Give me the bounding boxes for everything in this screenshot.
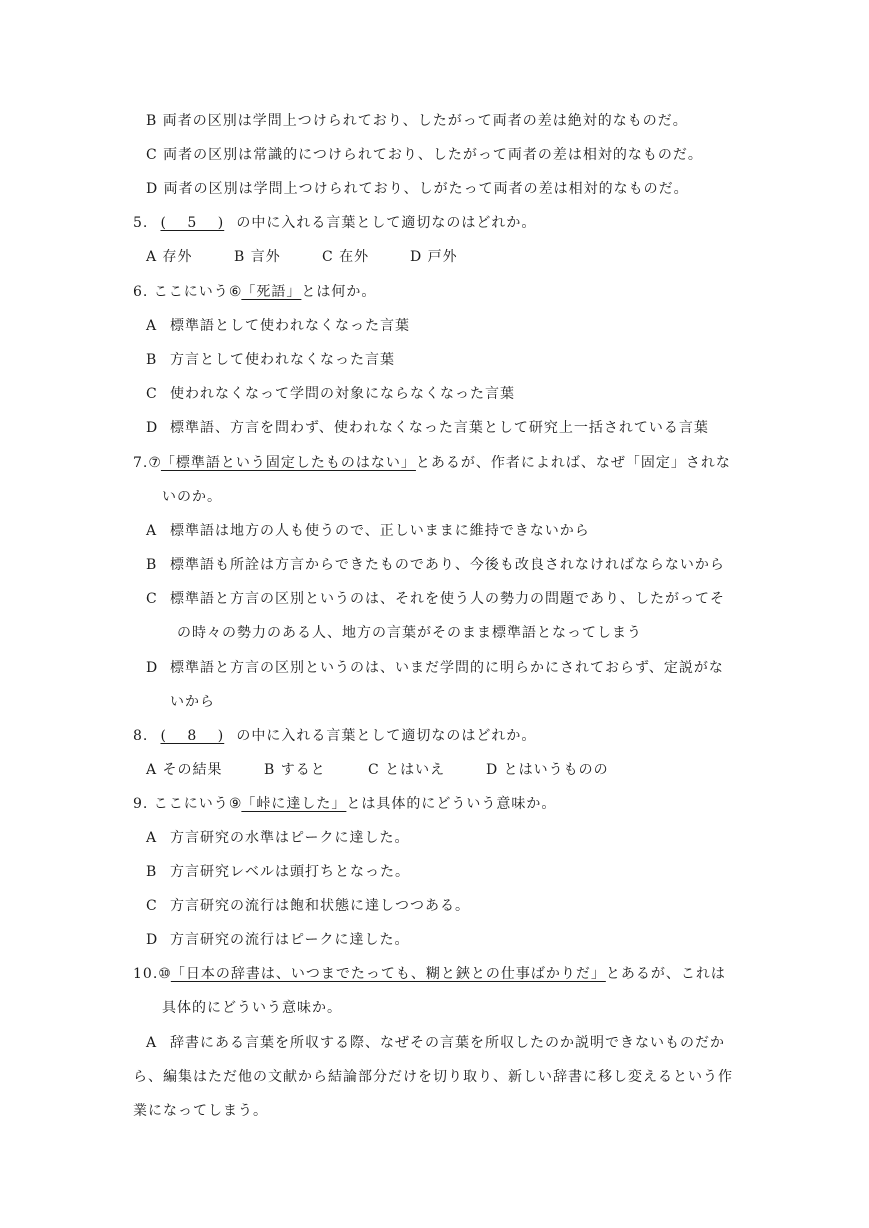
q6-option-a: A 標準語として使われなくなった言葉: [146, 318, 410, 334]
q7-option-c-cont: の時々の勢力のある人、地方の言葉がそのまま標準語となってしまう: [177, 625, 642, 641]
q8-option-d: D とはいうものの: [486, 762, 609, 778]
q8-options: [146, 760, 609, 780]
q4-option-d: D 両者の区別は学問上つけられており、しがたって両者の差は相対的なものだ。: [146, 181, 689, 197]
q8-question: [133, 726, 536, 746]
q7-prefix: 7.: [133, 455, 149, 471]
q5-option-d: D 戸外: [410, 249, 458, 265]
q4-option-c: C 両者の区別は常識的につけられており、したがって両者の差は相対的なものだ。: [146, 147, 703, 163]
q7-option-c: C 標準語と方言の区別というのは、それを使う人の勢力の問題であり、したがってそ: [146, 591, 725, 607]
q7-circled-number: ⑦: [148, 455, 161, 471]
q10-quote: 「日本の辞書は、いつまでたっても、糊と鋏との仕事ばかりだ」: [170, 966, 606, 982]
q7-option-d-cont: いから: [170, 694, 215, 710]
q9-option-b: B 方言研究レベルは頭打ちとなった。: [146, 864, 410, 880]
q10-question-cont: 具体的にどういう意味か。: [162, 1000, 342, 1016]
q7-question-cont: いのか。: [162, 489, 222, 505]
q6-option-c: C 使われなくなって学問の対象にならなくなった言葉: [146, 386, 515, 402]
q10-circled-number: ⑩: [158, 966, 171, 982]
q7-quote: 「標準語という固定したものはない」: [160, 455, 416, 471]
q6-prefix: 6. ここにいう: [133, 284, 229, 300]
q7-option-b: B 標準語も所詮は方言からできたものであり、今後も改良されなければならないから: [146, 557, 725, 573]
q9-option-c: C 方言研究の流行は飽和状態に達しつつある。: [146, 898, 470, 914]
q6-circled-number: ⑥: [228, 284, 242, 300]
q5-text: の中に入れる言葉として適切なのはどれか。: [236, 215, 537, 231]
q8-option-c: C とはいえ: [368, 762, 446, 778]
q9-circled-number: ⑨: [228, 796, 242, 812]
q6-option-d: D 標準語、方言を問わず、使われなくなった言葉として研究上一括されている言葉: [146, 420, 709, 436]
q7-option-a: A 標準語は地方の人も使うので、正しいままに維持できないから: [146, 523, 590, 539]
q10-text: とあるが、これは: [605, 966, 726, 982]
q9-question: [133, 794, 556, 814]
q4-option-b: B 両者の区別は学問上つけられており、したがって両者の差は絶対的なものだ。: [146, 113, 688, 129]
q6-quote: 「死語」: [241, 284, 302, 300]
q9-prefix: 9. ここにいう: [133, 796, 229, 812]
q8-option-a: A その結果: [146, 762, 223, 778]
q8-text: の中に入れる言葉として適切なのはどれか。: [236, 728, 537, 744]
q9-text: とは具体的にどういう意味か。: [346, 796, 557, 812]
q10-option-a-line2: ら、編集はただ他の文献から結論部分だけを切り取り、新しい辞書に移し変えるという作: [133, 1069, 733, 1085]
q5-option-b: B 言外: [234, 249, 281, 265]
q6-question: [133, 282, 376, 302]
q6-option-b: B 方言として使われなくなった言葉: [146, 352, 395, 368]
q7-text: とあるが、作者によれば、なぜ「固定」されな: [415, 455, 731, 471]
q7-option-d: D 標準語と方言の区別というのは、いまだ学問的に明らかにされておらず、定説がな: [146, 660, 724, 676]
q5-options: [146, 247, 458, 267]
q5-blank: ( 5 ): [160, 215, 225, 231]
q10-question: [133, 964, 726, 984]
q8-number: 8.: [133, 728, 149, 744]
q9-quote: 「峠に達した」: [241, 796, 347, 812]
q9-option-d: D 方言研究の流行はピークに達した。: [146, 932, 410, 948]
q8-option-b: B すると: [264, 762, 326, 778]
q7-question: [133, 453, 731, 473]
q5-question: [133, 213, 536, 233]
q5-number: 5.: [133, 215, 149, 231]
q5-option-a: A 存外: [146, 249, 193, 265]
q6-text: とは何か。: [301, 284, 377, 300]
q10-option-a: A 辞書にある言葉を所収する際、なぜその言葉を所収したのか説明できないものだか: [146, 1035, 725, 1051]
q9-option-a: A 方言研究の水準はピークに達した。: [146, 830, 410, 846]
q5-option-c: C 在外: [322, 249, 370, 265]
q10-option-a-line3: 業になってしまう。: [133, 1103, 268, 1119]
q10-prefix: 10.: [133, 966, 159, 982]
q8-blank: ( 8 ): [160, 728, 225, 744]
